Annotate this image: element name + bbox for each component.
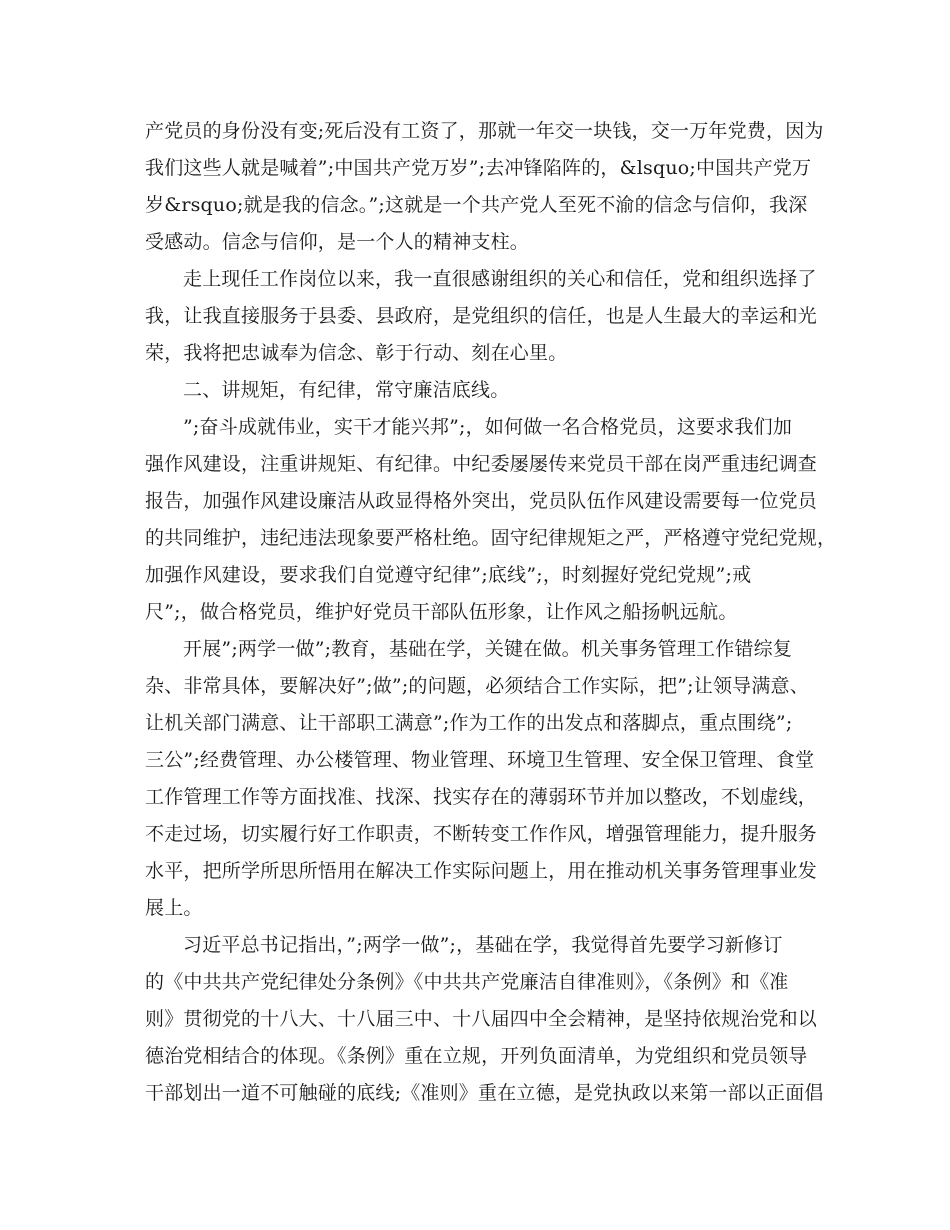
text-line: 德治党相结合的体现。《条例》重在立规，开列负面清单，为党组织和党员领导 <box>145 1045 808 1067</box>
text-line: 我，让我直接服务于县委、县政府，是党组织的信任，也是人生最大的幸运和光 <box>145 305 818 327</box>
text-line: 三公”;经费管理、办公楼管理、物业管理、环境卫生管理、安全保卫管理、食堂 <box>145 749 815 771</box>
text-line: 报告，加强作风建设廉洁从政显得格外突出，党员队伍作风建设需要每一位党员 <box>145 490 818 512</box>
text-line: 让机关部门满意、让干部职工满意”;作为工作的出发点和落脚点，重点围绕”; <box>145 712 793 734</box>
text-line: 干部划出一道不可触碰的底线;《准则》重在立德，是党执政以来第一部以正面倡 <box>145 1082 824 1104</box>
text-line: 强作风建设，注重讲规矩、有纪律。中纪委屡屡传来党员干部在岗严重违纪调查 <box>145 453 818 475</box>
section-heading: 二、讲规矩，有纪律，常守廉洁底线。 <box>183 379 510 401</box>
text-line: 岁&rsquo;就是我的信念。”;这就是一个共产党人至死不渝的信念与信仰，我深 <box>145 194 808 216</box>
text-line: 走上现任工作岗位以来，我一直很感谢组织的关心和信任，党和组织选择了 <box>183 268 817 290</box>
text-line: 的《中共共产党纪律处分条例》《中共共产党廉洁自律准则》，《条例》和《准 <box>145 971 789 993</box>
text-line: ”;奋斗成就伟业，实干才能兴邦”;，如何做一名合格党员，这要求我们加 <box>183 416 793 438</box>
text-line: 杂、非常具体，要解决好”;做”;的问题，必须结合工作实际，把”;让领导满意、 <box>145 675 809 697</box>
text-line: 的共同维护，违纪违法现象要严格杜绝。固守纪律规矩之严，严格遵守党纪党规， <box>145 527 837 549</box>
text-line: 习近平总书记指出，”;两学一做”;，基础在学，我觉得首先要学习新修订 <box>183 934 783 956</box>
text-line: 尺”;，做合格党员，维护好党员干部队伍形象，让作风之船扬帆远航。 <box>145 601 738 623</box>
text-line: 产党员的身份没有变;死后没有工资了，那就一年交一块钱，交一万年党费，因为 <box>145 120 824 142</box>
text-line: 开展”;两学一做”;教育，基础在学，关键在做。机关事务管理工作错综复 <box>183 638 793 660</box>
text-line: 水平，把所学所思所悟用在解决工作实际问题上，用在推动机关事务管理事业发 <box>145 860 818 882</box>
text-line: 则》贯彻党的十八大、十八届三中、十八届四中全会精神，是坚持依规治党和以 <box>145 1008 818 1030</box>
text-line: 展上。 <box>145 897 203 919</box>
text-line: 工作管理工作等方面找准、找深、找实存在的薄弱环节并加以整改，不划虚线， <box>145 786 818 808</box>
text-line: 荣，我将把忠诚奉为信念、彰于行动、刻在心里。 <box>145 342 568 364</box>
text-line: 受感动。信念与信仰，是一个人的精神支柱。 <box>145 231 530 253</box>
text-line: 我们这些人就是喊着”;中国共产党万岁”;去冲锋陷阵的，&lsquo;中国共产党万 <box>145 157 812 179</box>
text-line: 不走过场，切实履行好工作职责，不断转变工作作风，增强管理能力，提升服务 <box>145 823 818 845</box>
text-line: 加强作风建设，要求我们自觉遵守纪律”;底线”;，时刻握好党纪党规”;戒 <box>145 564 752 586</box>
